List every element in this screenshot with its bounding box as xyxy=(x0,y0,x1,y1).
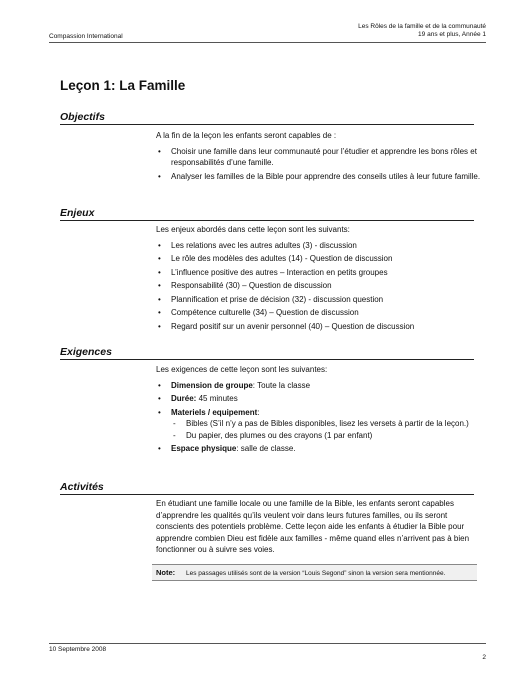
bullet-icon: • xyxy=(158,281,161,290)
audience: 19 ans et plus, Année 1 xyxy=(418,31,486,38)
list-item: • Choisir une famille dans leur communauté pour l’étudier et apprendre les bons rôles et responsabilités d’une famille. xyxy=(158,146,477,167)
bullet-icon: • xyxy=(158,407,161,417)
list-item: • Espace physique: salle de classe. xyxy=(158,444,296,453)
bullet-icon: • xyxy=(158,267,161,277)
exigences-list xyxy=(156,380,482,455)
list-item: - Bibles (S’il n’y a pas de Bibles disponibles, lisez les versets à partir de la leçon.) xyxy=(173,419,469,428)
activites-body xyxy=(156,498,478,556)
section-divider xyxy=(60,124,474,125)
list-item: • Le rôle des modèles des adultes (14) - Question de discussion xyxy=(158,254,393,263)
enjeux-intro: Les enjeux abordés dans cette leçon sont les suivants: xyxy=(156,225,350,234)
list-item: • Materiels / equipement: - Bibles (S’il n’y a pas de Bibles disponibles, lisez les versets à partir de la leçon.) - Du papier, des plumes ou des crayons (1 par enfant) xyxy=(156,407,482,442)
dash-icon: - xyxy=(173,419,176,428)
section-divider xyxy=(60,220,474,221)
enjeux-list xyxy=(156,240,482,333)
section-heading-activites: Activités xyxy=(60,481,104,493)
list-item: - Du papier, des plumes ou des crayons (1 par enfant) xyxy=(173,430,373,440)
list-item: • Responsabilité (30) – Question de discussion xyxy=(158,281,332,290)
section-heading-enjeux: Enjeux xyxy=(60,207,95,219)
bullet-icon: • xyxy=(158,146,161,156)
bullet-icon: • xyxy=(158,308,161,317)
dash-icon: - xyxy=(173,430,176,440)
list-item: • Plannification et prise de décision (32) - discussion question xyxy=(158,294,384,304)
enjeux-body xyxy=(156,224,482,334)
header-right xyxy=(358,23,486,39)
exigences-body xyxy=(156,364,482,457)
bullet-icon: • xyxy=(158,321,161,331)
page-number: 2 xyxy=(482,654,486,661)
lesson-title: Leçon 1: La Famille xyxy=(60,78,186,93)
bullet-icon: • xyxy=(158,171,161,181)
list-item: • Les relations avec les autres adultes (3) - discussion xyxy=(158,240,357,250)
bullet-icon: • xyxy=(158,394,161,403)
list-item: • Analyser les familles de la Bible pour apprendre des conseils utiles à leur future famille. xyxy=(158,171,481,181)
note-box xyxy=(152,564,477,581)
header-org: Compassion International xyxy=(49,33,123,40)
section-divider xyxy=(60,359,474,360)
materiels-sublist xyxy=(171,418,482,441)
list-item: • Compétence culturelle (34) – Question de discussion xyxy=(158,308,359,317)
bullet-icon: • xyxy=(158,294,161,304)
note-label: Note: xyxy=(156,568,176,577)
objectifs-intro: A la fin de la leçon les enfants seront capables de : xyxy=(156,131,337,140)
note-text: Les passages utilisés sont de la version “Louis Segond” sinon la version sera mentionnée. xyxy=(186,570,446,577)
section-divider xyxy=(60,494,474,495)
objectifs-list xyxy=(156,146,482,183)
bullet-icon: • xyxy=(158,240,161,250)
section-heading-objectifs: Objectifs xyxy=(60,111,105,123)
list-item: • Dimension de groupe: Toute la classe xyxy=(158,380,311,390)
list-item: • Regard positif sur un avenir personnel (40) – Question de discussion xyxy=(158,321,415,331)
activites-text: En étudiant une famille locale ou une famille de la Bible, les enfants seront capables d’apprendre les qualités qu’ils veulent voir dans leurs futures familles, ou ils seront conscients des potentiels problème. Cette leçon aide les enfants à étudier la Bible pour apprendre combien Dieu est fidèle aux familles - même quand elles n’arrivent pas à bien fonctionner ou à suivre ses voies. xyxy=(156,499,470,554)
footer-date: 10 Septembre 2008 xyxy=(49,646,107,653)
bullet-icon: • xyxy=(158,254,161,263)
bullet-icon: • xyxy=(158,444,161,453)
objectifs-body xyxy=(156,130,482,184)
footer-divider xyxy=(49,643,486,644)
list-item: • L’influence positive des autres – Interaction en petits groupes xyxy=(158,267,388,277)
header-divider xyxy=(49,42,486,43)
list-item: • Durée: 45 minutes xyxy=(158,394,238,403)
exigences-intro: Les exigences de cette leçon sont les suivantes: xyxy=(156,365,328,374)
bullet-icon: • xyxy=(158,380,161,390)
series-title: Les Rôles de la famille et de la communauté xyxy=(358,23,486,30)
section-heading-exigences: Exigences xyxy=(60,346,112,358)
